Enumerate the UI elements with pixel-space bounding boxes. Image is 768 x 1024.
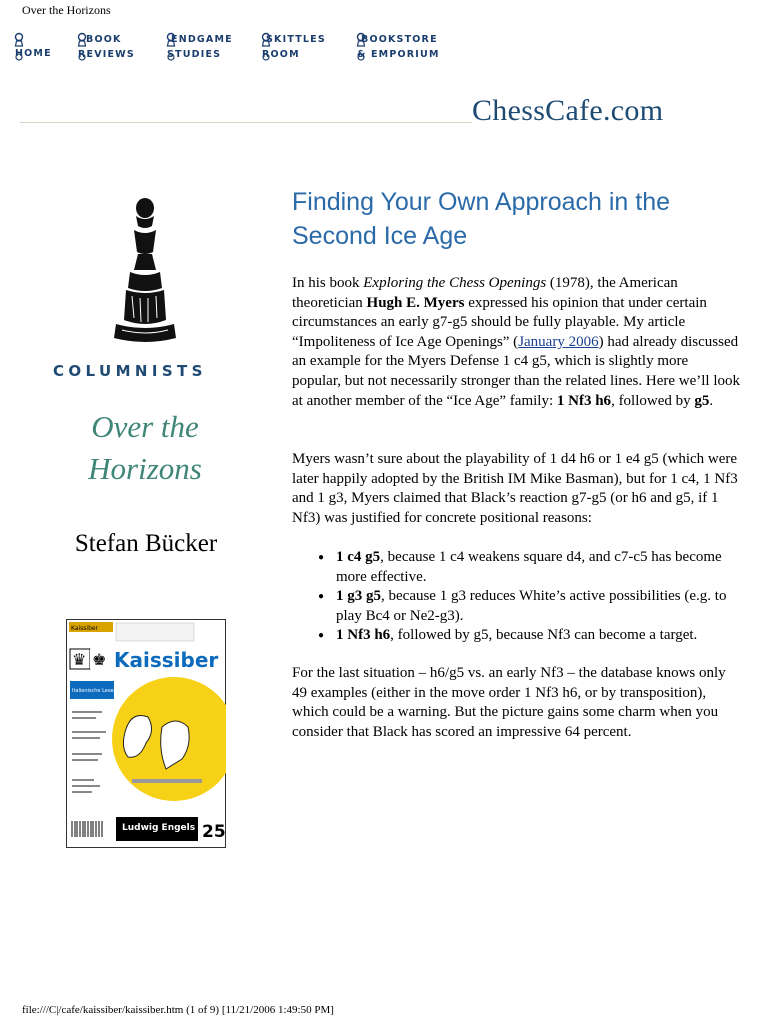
nav-bookstore-emporium[interactable] [355, 32, 440, 62]
list-item [318, 587, 748, 626]
article-paragraph-3: For the last situation – h6/g5 vs. an early Nf3 – the database knows only 49 examples (either in the move order 1 Nf3 h6, or by transposition), which could be a warning. But the picture gains some charm when you consider that Black has scored an impressive 64 percent. [292, 665, 726, 740]
magazine-issue-number: 25 [202, 822, 226, 842]
nav-skittles-room[interactable] [260, 32, 326, 62]
bullet-list [318, 548, 748, 646]
svg-text:♛: ♛ [72, 652, 87, 669]
p1-text: , followed by [611, 392, 695, 409]
p1-text: . [709, 392, 714, 409]
magazine-bottom-name: Ludwig Engels [122, 823, 196, 833]
nav-emporium-label: & EMPORIUM [357, 49, 440, 60]
move-text: g5 [694, 392, 710, 409]
p1-text: ) had already discussed an example for the Myers Defense 1 c4 g5, which is slightly more popular, but not necessarily stronger than the related lines. Here we’ll look at another member of the “Ice Age” family: [292, 333, 741, 409]
article-paragraph-2: Myers wasn’t sure about the playability of 1 d4 h6 or 1 e4 g5 (which were later happily adopted by the British IM Mike Basman), but for 1 c4, 1 Nf3 and 1 g3, Myers claimed that Black’s reaction g7-g5 (or h6 and g5, if 1 Nf3) was justified for concrete positional reasons: [292, 451, 738, 526]
nav-skittles-label: SKITTLES [266, 34, 326, 45]
article-paragraph-1 [292, 274, 740, 411]
nav-studies-label: STUDIES [167, 49, 222, 60]
article-title: Finding Your Own Approach in the Second Ice Age [292, 188, 671, 250]
nav-home[interactable] [13, 32, 52, 62]
author-name: Stefan Bücker [74, 530, 218, 557]
nav-bookstore-label: BOOKSTORE [361, 34, 438, 45]
magazine-subtitle: Italienische Lesezeichen [72, 688, 133, 694]
move-text: 1 Nf3 h6 [556, 392, 612, 409]
list-item-move: 1 Nf3 h6 [336, 627, 391, 644]
magazine-title: Kaissiber [114, 648, 219, 672]
chesscafe-logo[interactable]: ChessCafe.com [472, 94, 664, 127]
list-item-text: , because 1 c4 weakens square d4, and c7-c5 has become more effective. [336, 549, 722, 585]
p1-text: (1978), the American theoretician [292, 275, 678, 311]
svg-text:♚: ♚ [92, 652, 107, 669]
nav-endgame-studies[interactable] [165, 32, 233, 62]
nav-reviews-label: REVIEWS [78, 49, 135, 60]
list-item-text: , because 1 g3 reduces White’s active possibilities (e.g. to play Bc4 or Ne2-g3). [336, 588, 727, 624]
page-header: Over the Horizons [22, 3, 111, 17]
kaissiber-magazine-cover-image[interactable] [66, 619, 226, 848]
nav-home-label: HOME [15, 48, 52, 59]
page-footer: file:///C|/cafe/kaissiber/kaissiber.htm (1 of 9) [11/21/2006 1:49:50 PM] [22, 1004, 334, 1016]
p1-text: In his book [292, 275, 364, 291]
nav-room-label: ROOM [262, 49, 300, 60]
column-title-line1: Over the [91, 409, 199, 444]
column-title [20, 406, 270, 490]
person-name: Hugh E. Myers [366, 294, 465, 311]
column-title-line2: Horizons [88, 451, 202, 486]
list-item [318, 548, 748, 587]
list-item-move: 1 c4 g5 [336, 549, 381, 565]
nav-endgame-label: ENDGAME [171, 34, 233, 45]
nav-book-reviews[interactable] [76, 32, 135, 62]
chess-pawn-illustration-icon [112, 196, 178, 344]
nav-book-label: BOOK [86, 34, 122, 45]
p1-text: expressed his opinion that under certain circumstances an early g7-g5 should be fully playable. My article “Impoliteness of Ice Age Openings” ( [292, 294, 707, 350]
list-item [318, 626, 748, 646]
book-title: Exploring the Chess Openings [363, 275, 547, 291]
list-item-move: 1 g3 g5 [336, 588, 381, 605]
magazine-top-label: Kaissiber [71, 625, 99, 632]
columnists-heading: COLUMNISTS [53, 362, 207, 380]
list-item-text: , followed by g5, because Nf3 can become a target. [390, 627, 698, 644]
header-divider [20, 122, 472, 123]
january-2006-link[interactable]: January 2006 [518, 333, 599, 350]
